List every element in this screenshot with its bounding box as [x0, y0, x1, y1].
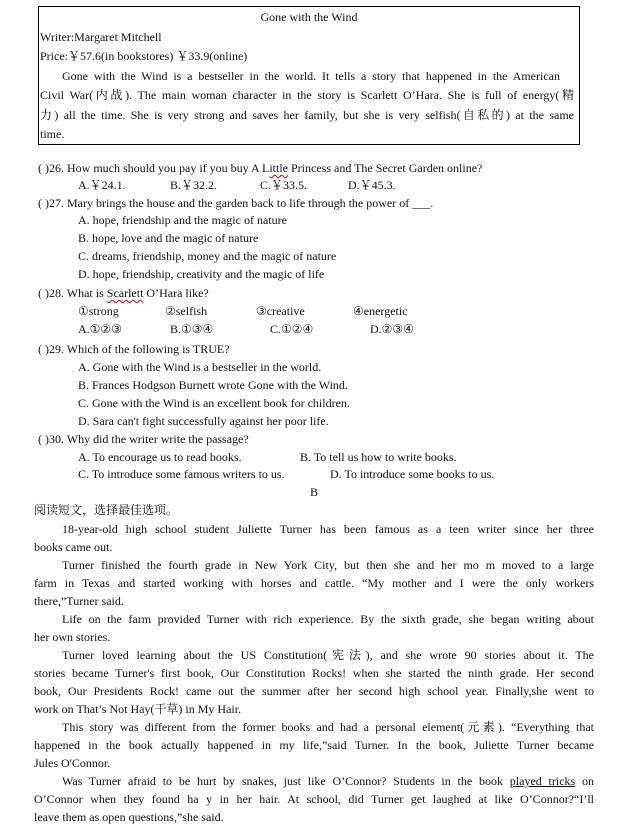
para-4-line-4: work on That’s Not Hay(干草) in My Hair. — [34, 702, 242, 716]
para-5-line-1: This story was different from the former books and had a personal element(元素). “Everything that — [62, 720, 594, 734]
played-tricks-underline: played tricks — [509, 774, 576, 788]
q29-option-d: D. Sara can't fight successfully against her poor life. — [78, 414, 329, 428]
q28-choice-2: ②selfish — [165, 304, 208, 318]
q28-option-c: C.①②④ — [270, 322, 314, 336]
para-1-line-2: books came out. — [34, 540, 113, 554]
q27-option-b: B. hope, love and the magic of nature — [78, 231, 259, 245]
section-b-heading: B — [309, 485, 318, 499]
para-5-line-2: happened in the book actually happened in my life,”said Turner. In the book, Juliette Turner became — [34, 738, 594, 752]
para-1-line-1: 18-year-old high school student Juliette Turner has been famous as a teen writer since her three — [62, 522, 594, 536]
q27-stem: ( )27. Mary brings the house and the garden back to life through the power of ___. — [38, 196, 434, 210]
q26-stem: ( )26. How much should you pay if you buy A Little Princess and The Secret Garden online? — [38, 161, 483, 175]
q29-stem: ( )29. Which of the following is TRUE? — [38, 342, 230, 356]
passage-a-line-3: 力) all the time. She is very strong and saves her family, but she is very selfish(自私的) at the same — [40, 108, 574, 122]
q26-option-d: D.￥45.3. — [348, 178, 396, 192]
para-2-line-3: there,”Turner said. — [34, 594, 124, 608]
q29-option-b: B. Frances Hodgson Burnett wrote Gone with the Wind. — [78, 378, 348, 392]
q26-option-b: B.￥32.2. — [170, 178, 218, 192]
passage-a-line-1: Gone with the Wind is a bestseller in the world. It tells a story that happened in the American — [62, 69, 560, 83]
q27-option-d: D. hope, friendship, creativity and the magic of life — [78, 267, 325, 281]
passage-a-writer: Writer:Margaret Mitchell — [40, 30, 162, 44]
passage-a-line-2: Civil War(内战). The main woman character in the story is Scarlett O’Hara. She is full of energy(精 — [40, 88, 574, 102]
q30-option-a: A. To encourage us to read books. — [78, 450, 242, 464]
para-2-line-1: Turner finished the fourth grade in New York City, but then she and her mo m moved to a large — [62, 558, 594, 572]
para-6-line-3: leave them as open questions,”she said. — [34, 810, 224, 824]
q29-option-c: C. Gone with the Wind is an excellent book for children. — [78, 396, 350, 410]
q30-option-b: B. To tell us how to write books. — [300, 450, 457, 464]
q26-option-c: C.￥33.5. — [260, 178, 308, 192]
q28-choice-1: ①strong — [78, 304, 119, 318]
q28-choice-4: ④energetic — [353, 304, 408, 318]
q27-option-c: C. dreams, friendship, money and the magic of nature — [78, 249, 337, 263]
passage-a-title: Gone with the Wind — [260, 10, 358, 24]
q28-option-a: A.①②③ — [78, 322, 122, 336]
para-3-line-2: her own stories. — [34, 630, 111, 644]
section-b-instruction: 阅读短文，选择最佳选项。 — [34, 503, 179, 517]
para-4-line-2: stories became Turner's first book, Our Constitution Rocks! when she started the ninth grade. Her second — [34, 666, 594, 680]
q28-option-b: B.①③④ — [170, 322, 214, 336]
para-5-line-3: Jules O'Connor. — [34, 756, 111, 770]
q30-option-c: C. To introduce some famous writers to us. — [78, 467, 285, 481]
para-4-line-3: book, Our Presidents Rock! came out the summer after her second high school year. Finally,she went to — [34, 684, 594, 698]
q29-option-a: A. Gone with the Wind is a bestseller in the world. — [78, 360, 322, 374]
q27-option-a: A. hope, friendship and the magic of nature — [78, 213, 287, 227]
q30-option-d: D. To introduce some books to us. — [330, 467, 495, 481]
q28-option-d: D.②③④ — [370, 322, 414, 336]
para-6-line-1: Was Turner afraid to be hurt by snakes, just like O’Connor? Students in the book played tricks on — [62, 774, 595, 788]
q30-stem: ( )30. Why did the writer write the passage? — [38, 432, 249, 446]
para-2-line-2: farm in Texas and started working with horses and cattle. “My mother and I were the only workers — [34, 576, 594, 590]
para-3-line-1: Life on the farm provided Turner with rich experience. By the sixth grade, she began writing about — [62, 612, 594, 626]
para-6-line-2: O’Connor when they found ha y in her hair. At school, did Turner get laughed at like O’Connor?“I’ll — [34, 792, 594, 806]
q26-option-a: A.￥24.1. — [78, 178, 126, 192]
q28-choice-3: ③creative — [256, 304, 305, 318]
q28-stem: ( )28. What is Scarlett O’Hara like? — [38, 286, 209, 300]
passage-a-price: Price:￥57.6(in bookstores) ￥33.9(online) — [40, 49, 248, 63]
passage-a-line-4: time. — [40, 127, 65, 141]
para-4-line-1: Turner loved learning about the US Constitution(宪法), and she wrote 90 stories about it. The — [62, 648, 594, 662]
